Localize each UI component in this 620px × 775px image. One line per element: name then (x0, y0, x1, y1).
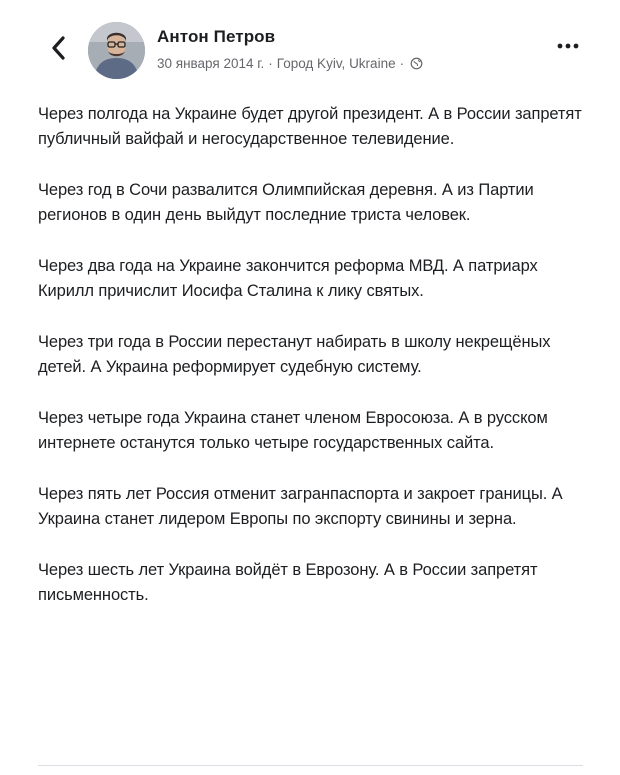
post-location[interactable]: Город Kyiv, Ukraine (276, 56, 396, 71)
avatar[interactable] (88, 22, 145, 79)
post-header (0, 0, 620, 90)
post-paragraph: Через год в Сочи развалится Олимпийская деревня. А из Партии регионов в один день выйдут последние триста человек. (38, 181, 534, 224)
back-button[interactable] (44, 32, 72, 64)
post-paragraph: Через четыре года Украина станет членом Евросоюза. А в русском интернете останутся только четыре государственных сайта. (38, 409, 548, 452)
post-paragraph: Через три года в России перестанут набирать в школу некрещёных детей. А Украина реформирует судебную систему. (38, 333, 551, 376)
post-paragraph: Через два года на Украине закончится реформа МВД. А патриарх Кирилл причислит Иосифа Сталина к лику святых. (38, 257, 538, 300)
more-horizontal-icon (557, 43, 579, 49)
meta-separator: · (268, 56, 273, 71)
post-paragraph: Через пять лет Россия отменит загранпаспорта и закроет границы. А Украина станет лидером Европы по экспорту свинины и зерна. (38, 485, 563, 528)
meta-separator: · (399, 56, 405, 71)
post-body (38, 102, 583, 634)
post-paragraph: Через полгода на Украине будет другой президент. А в России запретят публичный вайфай и негосударственное телевидение. (38, 105, 582, 148)
more-options-button[interactable] (552, 36, 584, 56)
post-date[interactable]: 30 января 2014 г. (157, 56, 265, 71)
avatar-photo (88, 22, 145, 79)
post-divider (38, 765, 583, 766)
globe-icon (410, 57, 423, 70)
post-meta (157, 56, 423, 71)
chevron-left-icon (50, 35, 66, 61)
author-name[interactable]: Антон Петров (157, 27, 276, 46)
post-paragraph: Через шесть лет Украина войдёт в Еврозону. А в России запретят письменность. (38, 561, 538, 604)
